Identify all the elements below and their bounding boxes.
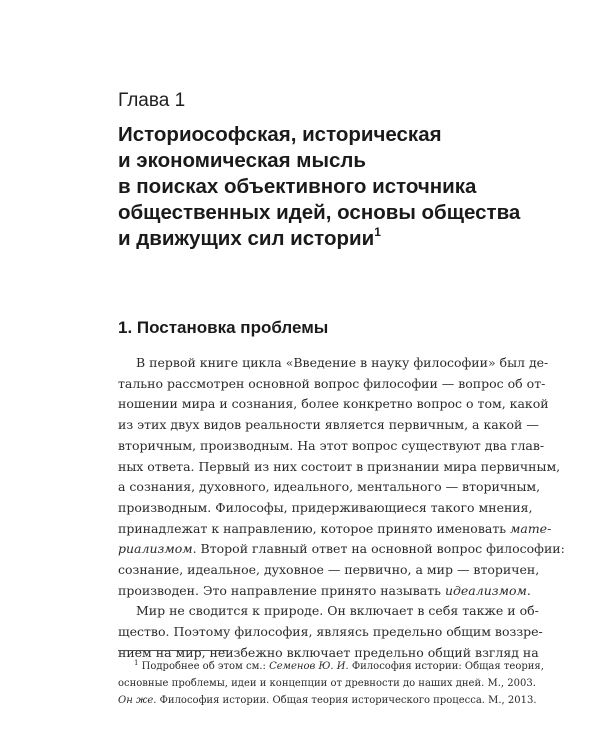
body-line: щество. Поэтому философия, являясь предельно общим воззре- [118, 624, 543, 640]
term-idealism: идеализмом [444, 582, 527, 598]
footnote-ibid: Он же. [118, 695, 157, 706]
term-materialism-part: мате- [510, 520, 552, 536]
term-materialism-part: риализмом [118, 541, 193, 557]
body-line: нием на мир, неизбежно включает предельно общий взгляд на [118, 644, 539, 660]
footnote-mark: 1 [134, 659, 139, 667]
footnote-text: Философия истории. Общая теория исторического процесса. М., 2013. [156, 695, 537, 706]
body-line: В первой книге цикла «Введение в науку философии» был де- [136, 355, 549, 370]
body-line: вторичным, производным. На этот вопрос существуют два глав- [118, 437, 545, 453]
body-line: тально рассмотрен основной вопрос философии — вопрос об от- [118, 375, 546, 391]
chapter-title-line-1: Историософская, историческая [118, 123, 442, 146]
chapter-title-line-2: и экономическая мысль [118, 149, 366, 172]
body-line-text: . [526, 582, 531, 598]
footnote-divider [118, 650, 228, 651]
chapter-label: Глава 1 [118, 90, 186, 111]
footnote-author: Семенов Ю. И. [269, 661, 349, 672]
body-line [118, 581, 531, 602]
chapter-title-line-5 [118, 226, 518, 252]
body-line: производным. Философы, придерживающиеся такого мнения, [118, 499, 533, 515]
footnote-text: Подробнее об этом см.: [138, 661, 270, 672]
body-line-text: производен. Это направление принято называть [118, 582, 445, 598]
body-line: из этих двух видов реальности является первичным, а какой — [118, 417, 539, 433]
body-line-text: принадлежат к направлению, которое принято именовать [118, 520, 511, 536]
title-footnote-mark[interactable]: 1 [374, 225, 381, 239]
footnote-line: основные проблемы, идеи и концепции от древности до наших дней. М., 2003. [118, 678, 536, 689]
body-line: сознание, идеальное, духовное — первично, а мир — вторичен, [118, 562, 540, 578]
body-text [118, 353, 565, 664]
section-heading: 1. Постановка проблемы [118, 318, 329, 337]
footnote-line [118, 692, 537, 709]
body-line: ношении мира и сознания, более конкретно вопрос о том, какой [118, 396, 549, 412]
chapter-title-line-3: в поисках объективного источника [118, 175, 477, 198]
body-line-text: . Второй главный ответ на основной вопрос философии: [192, 541, 565, 557]
body-line [118, 519, 552, 540]
chapter-title [118, 122, 521, 252]
footnote-line [118, 658, 544, 675]
body-line: ных ответа. Первый из них состоит в признании мира первичным, [118, 458, 561, 474]
footnote [118, 658, 544, 709]
body-line: Мир не сводится к природе. Он включает в себя также и об- [136, 603, 539, 619]
chapter-title-line-4: общественных идей, основы общества [118, 201, 521, 224]
body-line [118, 539, 565, 560]
chapter-title-line-5-text: и движущих сил истории [118, 227, 375, 250]
body-line: а сознания, духовного, идеального, ментального — вторичным, [118, 479, 541, 495]
footnote-text: Философия истории: Общая теория, [348, 661, 544, 672]
